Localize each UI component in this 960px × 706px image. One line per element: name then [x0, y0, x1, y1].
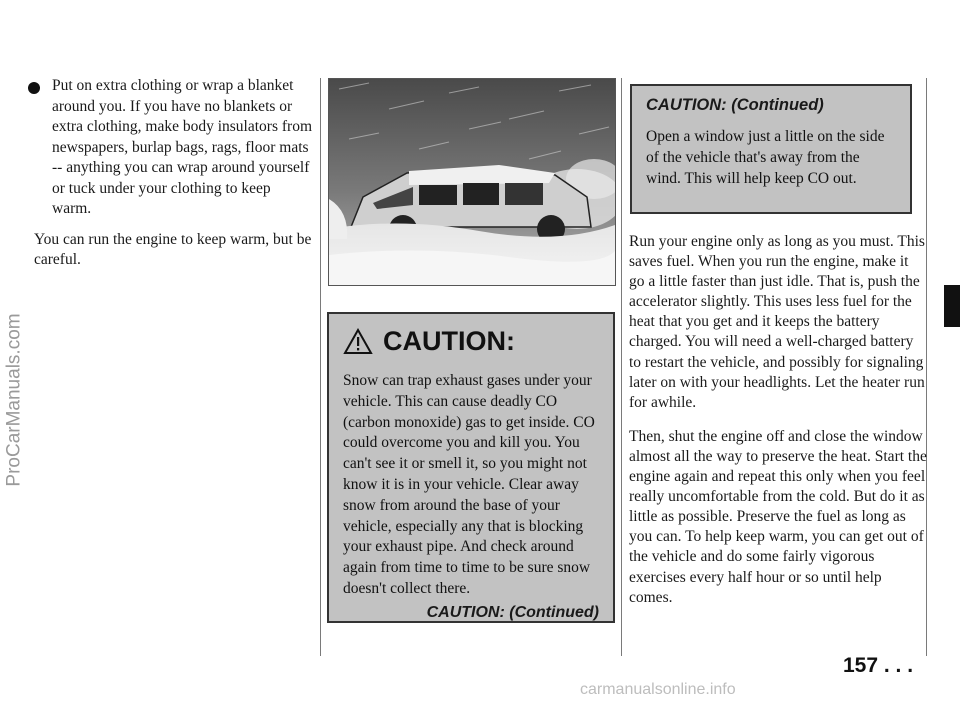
- bullet-dot-icon: [28, 82, 40, 94]
- caution-heading-text: CAUTION:: [383, 326, 515, 356]
- warning-triangle-icon: [343, 328, 373, 355]
- right-column: [629, 232, 927, 622]
- snowbound-vehicle-photo: [328, 78, 616, 286]
- run-engine-paragraph: Run your engine only as long as you must. This saves fuel. When you run the engine, make it go a little faster than just idle. That is, push the accelerator slightly. This uses less fuel for the heat that you get and it keeps the battery charged. You will need a well-charged battery to restart the vehicle, and possibly for signaling later on with your headlights. Let the heater run for awhile.: [629, 233, 925, 411]
- column-divider-left: [320, 78, 321, 656]
- footer-watermark: carmanualsonline.info: [580, 681, 736, 698]
- side-watermark: [2, 140, 28, 660]
- shut-engine-paragraph: Then, shut the engine off and close the window almost all the way to preserve the heat. Start the engine again and repeat this only when you feel really uncomfortable from the cold. But do it as little as possible. Preserve the fuel as long as you can. To help keep warm, you can get out of the vehicle and do some fairly vigorous exercises every half hour or so until help comes.: [629, 427, 927, 606]
- caution-continued-heading: CAUTION: (Continued): [646, 96, 824, 114]
- bullet-item: [34, 76, 312, 220]
- page-number: 157 . . .: [843, 654, 914, 677]
- caution-box: [327, 312, 615, 623]
- section-tab-marker: [944, 285, 960, 327]
- column-divider-right: [621, 78, 622, 656]
- caution-continued-footer: CAUTION: (Continued): [426, 603, 599, 621]
- caution-continued-body: Open a window just a little on the side of the vehicle that's away from the wind. This will help keep CO out.: [646, 128, 885, 187]
- bullet-text: Put on extra clothing or wrap a blanket around you. If you have no blankets or extra clothing, make body insulators from newspapers, burlap bags, rags, floor mats -- anything you can wrap around yourself or tuck under your clothing to keep warm.: [52, 77, 312, 217]
- warm-engine-paragraph: You can run the engine to keep warm, but be careful.: [34, 230, 312, 268]
- side-watermark-text: ProCarManuals.com: [4, 313, 26, 487]
- caution-body: Snow can trap exhaust gases under your vehicle. This can cause deadly CO (carbon monoxide) gas to get inside. CO could overcome you and kill you. You can't see it or smell it, so you might not know it is in your vehicle. Clear away snow from around the base of your vehicle, especially any that is blocking your exhaust pipe. And check around again from time to time to be sure snow doesn't collect there.: [343, 372, 595, 597]
- caution-continued-box: [630, 84, 912, 214]
- left-column: [34, 76, 312, 271]
- caution-heading: [343, 326, 599, 357]
